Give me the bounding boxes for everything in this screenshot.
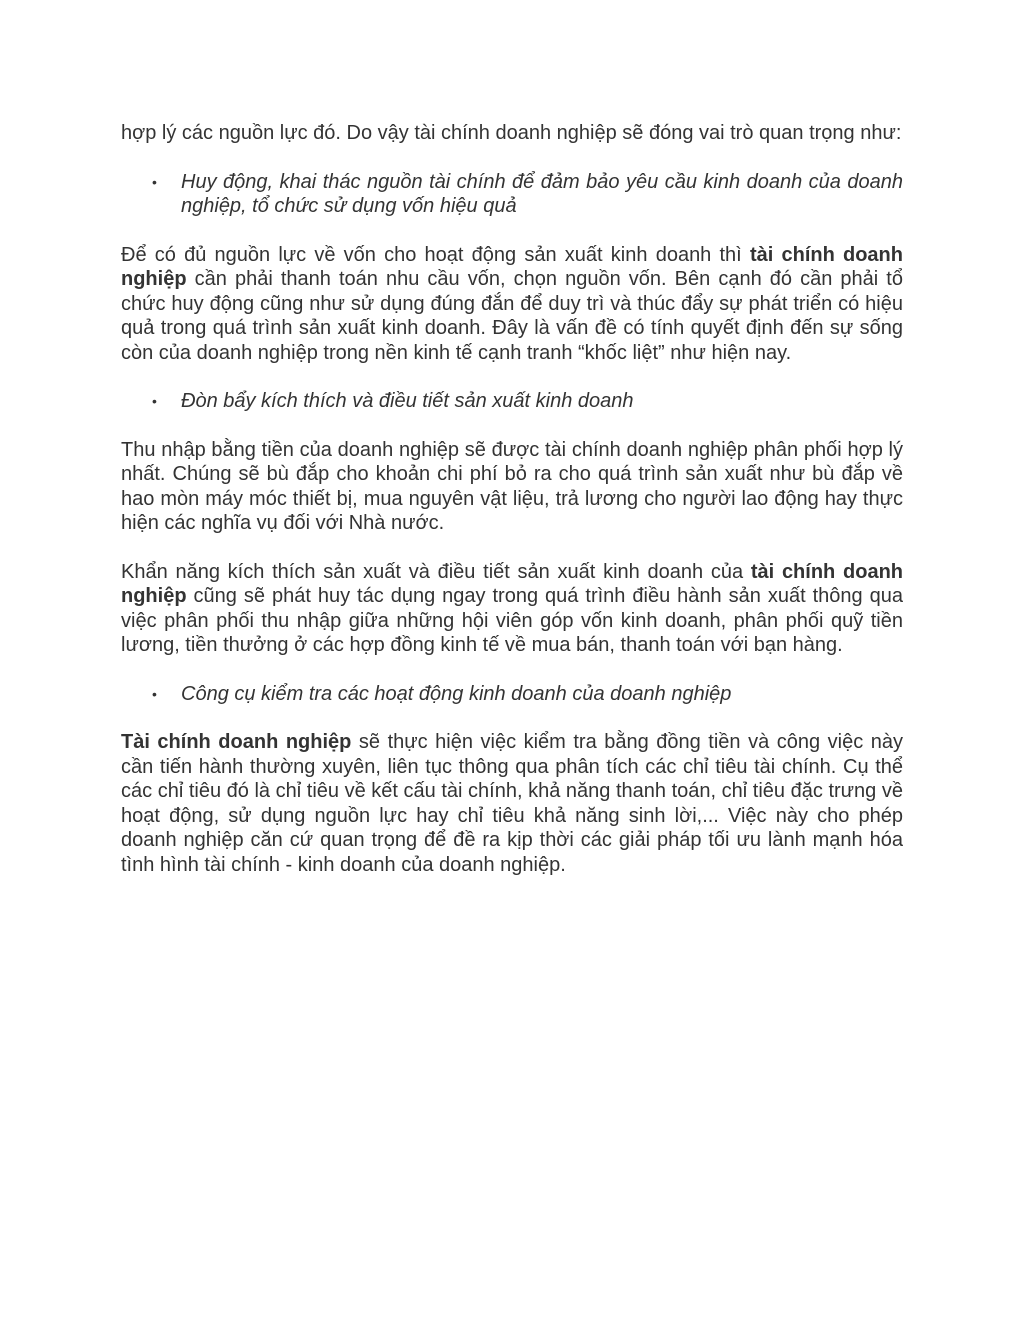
bullet-text: Đòn bẩy kích thích và điều tiết sản xuất kinh doanh <box>181 390 634 412</box>
paragraph-intro-text: hợp lý các nguồn lực đó. Do vậy tài chính doanh nghiệp sẽ đóng vai trò quan trọng như: <box>121 122 902 144</box>
paragraph-income-distribution <box>121 438 903 536</box>
bullet-marker: • <box>152 173 157 190</box>
paragraph-text: Thu nhập bằng tiền của doanh nghiệp sẽ được tài chính doanh nghiệp phân phối hợp lý nhất. Chúng sẽ bù đắp cho khoản chi phí bỏ ra cho quá trình sản xuất như bù đắp về hao mòn máy móc thiết bị, mua nguyên vật liệu, trả lương cho người lao động hay thực hiện các nghĩa vụ đối với Nhà nước. <box>121 438 903 534</box>
paragraph-capital-sources <box>121 243 903 366</box>
paragraph-text-after: cần phải thanh toán nhu cầu vốn, chọn nguồn vốn. Bên cạnh đó cần phải tổ chức huy động cũng như sử dụng đúng đắn để duy trì và thúc đẩy sự phát triển có hiệu quả trong quá trình sản xuất kinh doanh. Đây là vấn đề có tính quyết định đến sự sống còn của doanh nghiệp trong nền kinh tế cạnh tranh “khốc liệt” như hiện nay. <box>121 268 903 364</box>
bullet-text: Công cụ kiểm tra các hoạt động kinh doanh của doanh nghiệp <box>181 682 732 705</box>
bullet-marker: • <box>152 685 157 702</box>
paragraph-intro <box>121 121 903 146</box>
bullet-item-capital-mobilization <box>121 170 903 219</box>
bold-term: Tài chính doanh nghiệp <box>121 731 352 753</box>
bullet-text: Huy động, khai thác nguồn tài chính để đảm bảo yêu cầu kinh doanh của doanh nghiệp, tổ chức sử dụng vốn hiệu quả <box>181 170 903 217</box>
paragraph-production-stimulus <box>121 560 903 658</box>
bold-term: tài chính doanh nghiệp <box>121 243 903 290</box>
document-page <box>121 121 903 877</box>
paragraph-financial-inspection <box>121 730 903 877</box>
bullet-item-inspection-tool <box>121 682 903 707</box>
paragraph-text-before: Để có đủ nguồn lực về vốn cho hoạt động sản xuất kinh doanh thì <box>121 243 750 266</box>
paragraph-text-before: Khẩn năng kích thích sản xuất và điều tiết sản xuất kinh doanh của <box>121 560 751 583</box>
bullet-list-2 <box>121 389 903 414</box>
bullet-list-1 <box>121 170 903 219</box>
paragraph-text-after: sẽ thực hiện việc kiểm tra bằng đồng tiền và công việc này cần tiến hành thường xuyên, liên tục thông qua phân tích các chỉ tiêu tài chính. Cụ thể các chỉ tiêu đó là chỉ tiêu về kết cấu tài chính, khả năng thanh toán, chỉ tiêu đặc trưng về hoạt động, sử dụng nguồn lực hay chỉ tiêu khả năng sinh lời,... Việc này cho phép doanh nghiệp căn cứ quan trọng để đề ra kịp thời các giải pháp tối ưu lành mạnh hóa tình hình tài chính - kinh doanh của doanh nghiệp. <box>121 731 903 876</box>
bold-term: tài chính doanh nghiệp <box>121 560 903 607</box>
bullet-list-3 <box>121 682 903 707</box>
paragraph-text-after: cũng sẽ phát huy tác dụng ngay trong quá trình điều hành sản xuất thông qua việc phân phối thu nhập giữa những hội viên góp vốn kinh doanh, phân phối quỹ tiền lương, tiền thưởng ở các hợp đồng kinh tế về mua bán, thanh toán với bạn hàng. <box>121 585 903 656</box>
bullet-marker: • <box>152 393 157 409</box>
bullet-item-leverage <box>121 389 903 414</box>
